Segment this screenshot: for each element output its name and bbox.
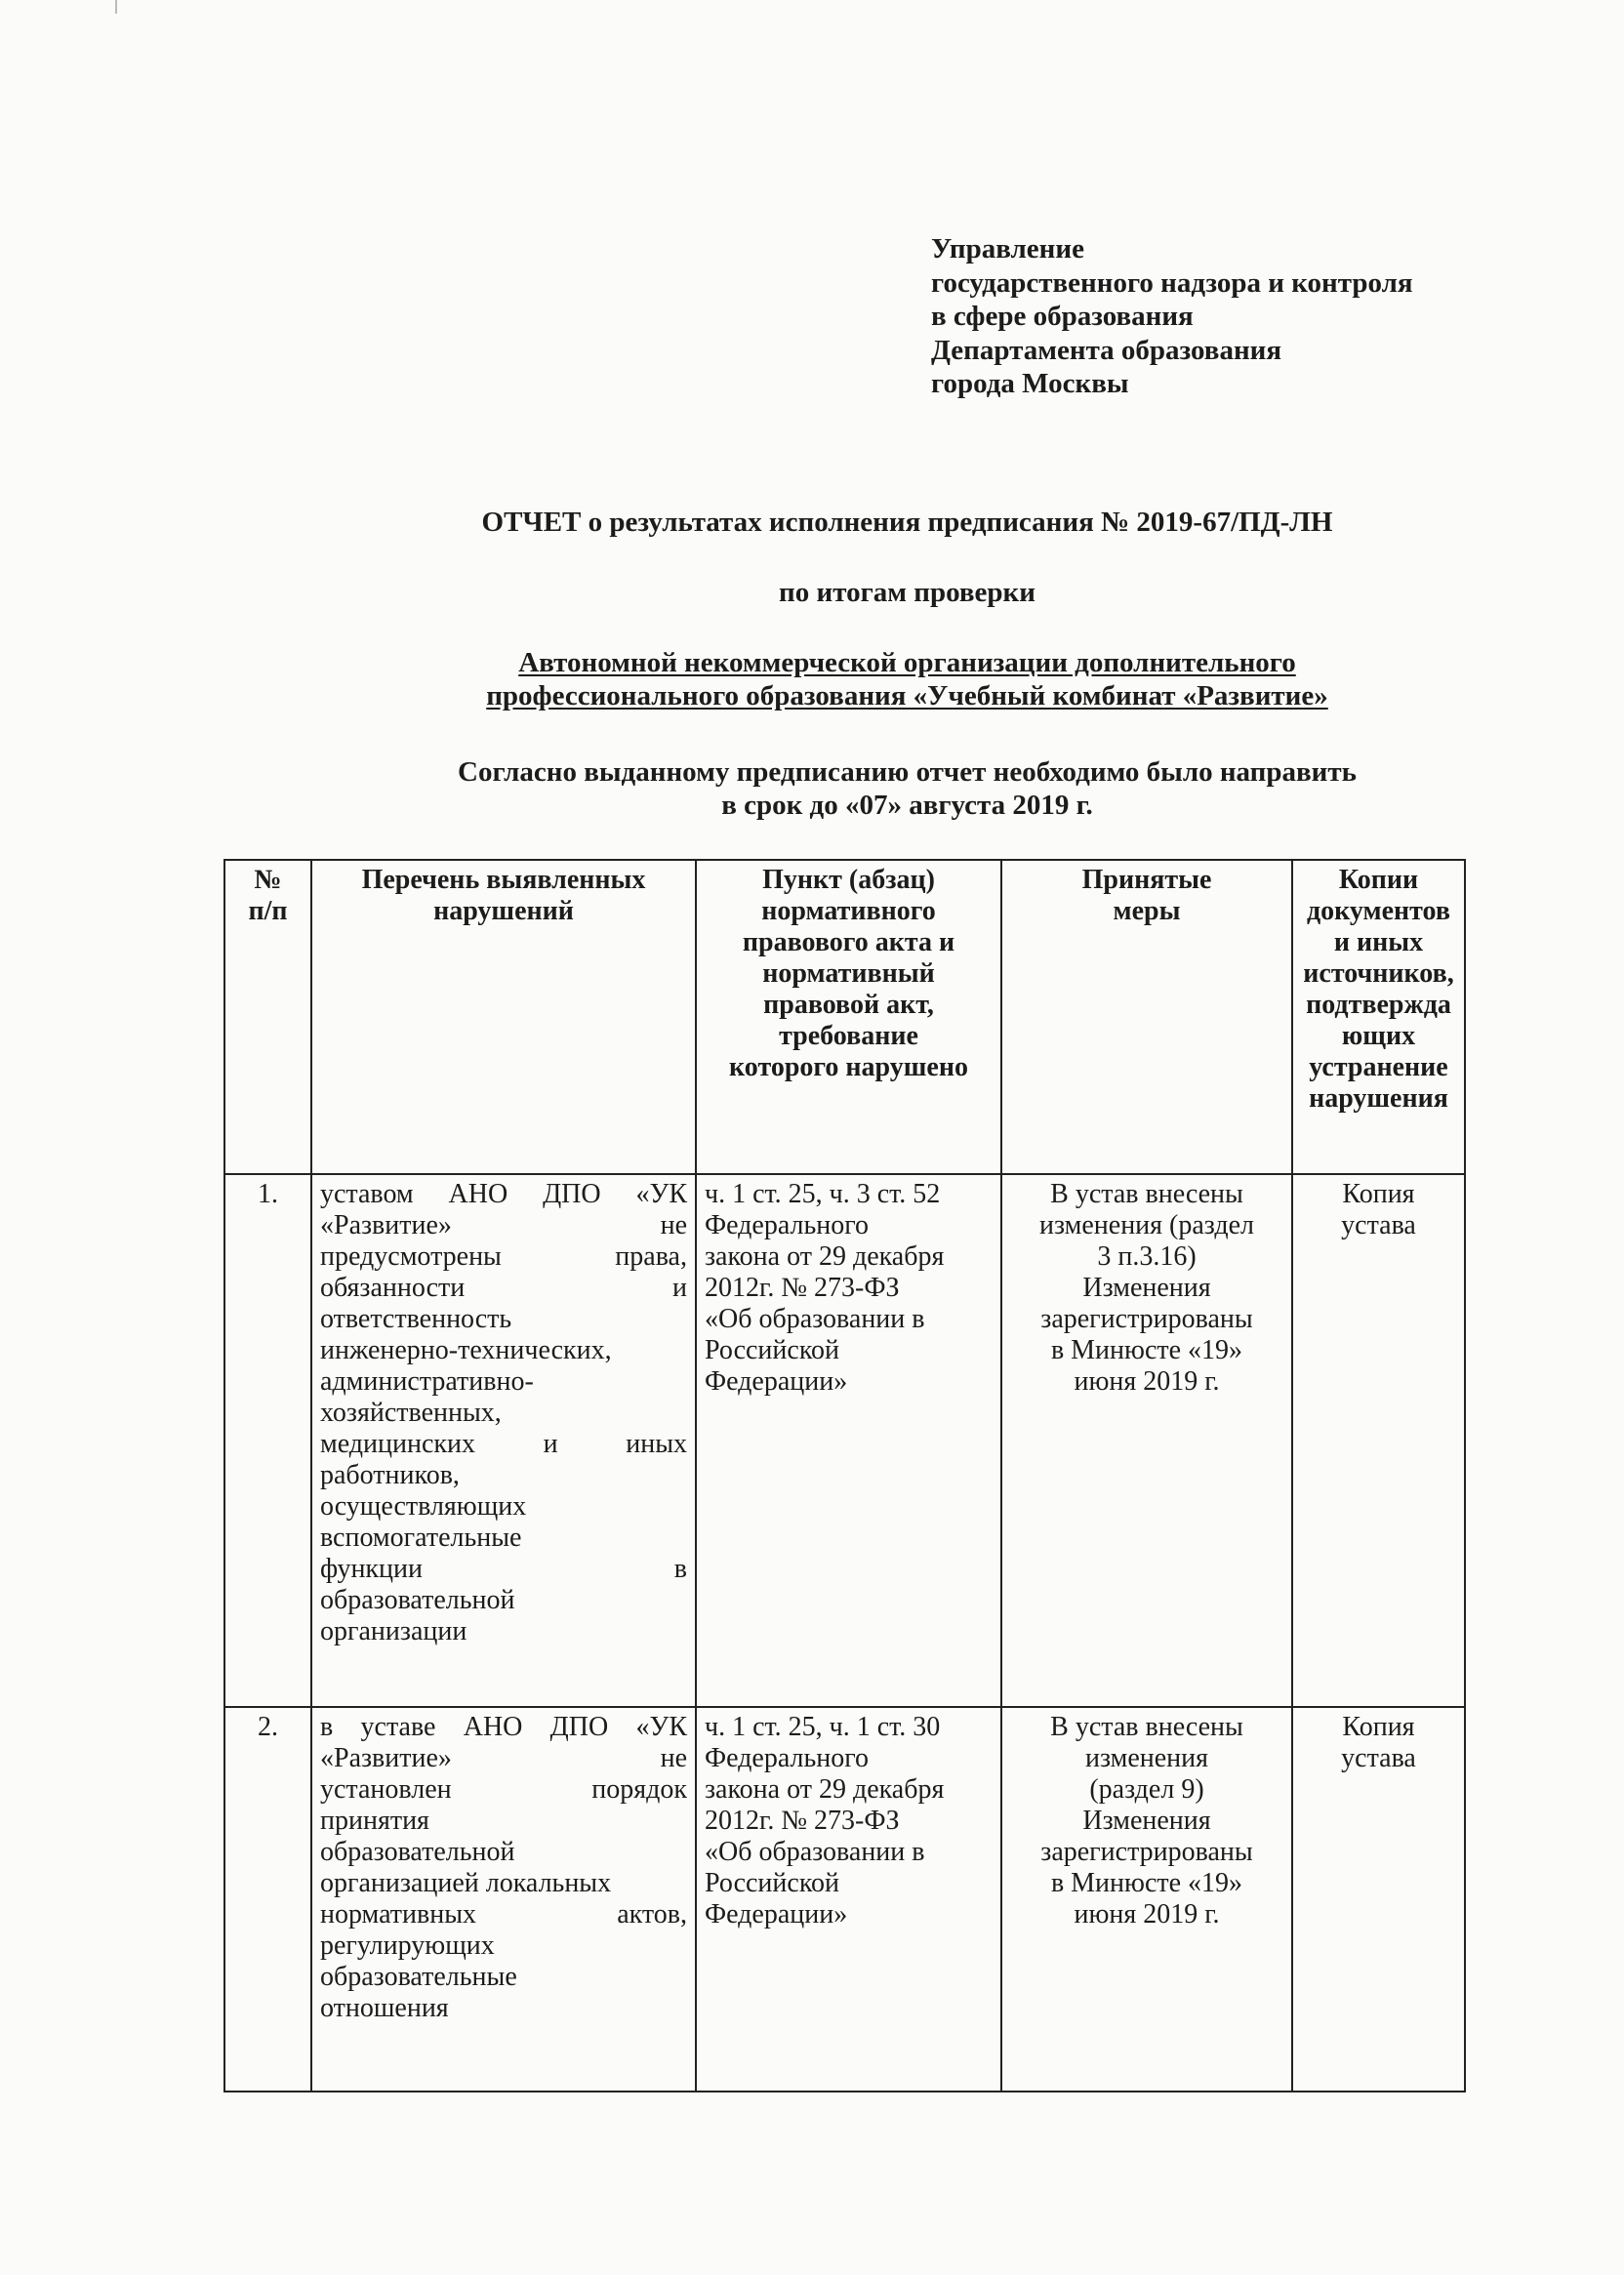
header-text: нарушений — [433, 896, 574, 926]
cell-text: Копия — [1342, 1712, 1415, 1742]
header-measures — [1001, 860, 1292, 1174]
cell-text: 2012г. № 273-ФЗ — [705, 1273, 900, 1303]
table-row — [224, 1174, 1465, 1707]
cell-text: образовательные — [320, 1962, 517, 1992]
header-text: которого нарушено — [729, 1052, 968, 1082]
measures-cell — [1001, 1174, 1292, 1707]
cell-text: образовательной — [320, 1585, 515, 1615]
cell-text: Федерации» — [705, 1366, 848, 1397]
header-violations — [311, 860, 696, 1174]
cell-text: в Минюсте «19» — [1050, 1868, 1243, 1898]
cell-line — [320, 1712, 687, 1743]
cell-text: образовательной — [320, 1837, 515, 1867]
header-text: подтвержда — [1306, 990, 1451, 1020]
cell-text: осуществляющих — [320, 1491, 527, 1522]
cell-text: Изменения — [1082, 1273, 1211, 1303]
copies-cell — [1292, 1707, 1465, 2092]
cell-text: устава — [1341, 1743, 1416, 1773]
legal-clause-cell — [696, 1174, 1001, 1707]
cell-text: изменения — [1084, 1743, 1209, 1773]
cell-text: закона от 29 декабря — [705, 1774, 945, 1805]
legal-clause-cell — [696, 1707, 1001, 2092]
header-copies — [1292, 860, 1465, 1174]
deadline-note — [0, 755, 1624, 822]
cell-word: «УК — [635, 1179, 687, 1209]
header-text: правовой акт, — [763, 990, 934, 1020]
table-row — [224, 1707, 1465, 2092]
cell-word: АНО — [448, 1179, 508, 1209]
cell-text: (раздел 9) — [1089, 1774, 1204, 1805]
cell-word: «Развитие» — [320, 1743, 452, 1773]
header-text: п/п — [248, 896, 288, 926]
cell-text: Российской — [705, 1335, 839, 1365]
cell-word: АНО — [463, 1712, 523, 1742]
cell-text: отношения — [320, 1993, 449, 2023]
cell-text: Федерального — [705, 1743, 870, 1773]
copies-cell — [1292, 1174, 1465, 1707]
table-header-row — [224, 860, 1465, 1174]
cell-text: закона от 29 декабря — [705, 1241, 945, 1272]
cell-text: изменения (раздел — [1038, 1210, 1254, 1240]
header-text: № — [254, 865, 282, 895]
header-text: Перечень выявленных — [361, 865, 646, 895]
cell-word: функции — [320, 1554, 423, 1584]
measures-cell — [1001, 1707, 1292, 2092]
header-text: требование — [779, 1021, 918, 1051]
cell-text: административно- — [320, 1366, 534, 1397]
cell-line — [320, 1554, 687, 1585]
cell-text: июня 2019 г. — [1074, 1366, 1220, 1397]
header-text: Копии — [1338, 865, 1419, 895]
cell-text: июня 2019 г. — [1074, 1899, 1220, 1930]
deadline-line: Согласно выданному предписанию отчет необходимо было направить — [458, 756, 1357, 788]
row-number: 2. — [224, 1707, 311, 2092]
cell-text: организации — [320, 1616, 467, 1646]
cell-word: и — [543, 1429, 558, 1459]
cell-word: «УК — [635, 1712, 687, 1742]
addressee-line: в сфере образования — [931, 301, 1194, 332]
cell-text: ответственность — [320, 1304, 512, 1334]
cell-word: не — [660, 1210, 687, 1240]
header-text: нормативный — [762, 958, 935, 989]
cell-text: ч. 1 ст. 25, ч. 3 ст. 52 — [705, 1179, 941, 1209]
cell-word: «Развитие» — [320, 1210, 452, 1240]
addressee-line: Управление — [931, 233, 1084, 264]
cell-text: в Минюсте «19» — [1050, 1335, 1243, 1365]
header-text: меры — [1113, 896, 1181, 926]
cell-line — [320, 1743, 687, 1774]
header-text: документов — [1307, 896, 1450, 926]
header-legal-clause — [696, 860, 1001, 1174]
cell-word: актов, — [617, 1899, 687, 1930]
cell-text: организацией локальных — [320, 1868, 612, 1898]
deadline-line: в срок до «07» августа 2019 г. — [721, 790, 1093, 821]
organization-line: Автономной некоммерческой организации дополнительного — [518, 647, 1296, 678]
cell-word: не — [660, 1743, 687, 1773]
cell-text: Федерального — [705, 1210, 870, 1240]
cell-text: Российской — [705, 1868, 839, 1898]
report-subtitle: по итогам проверки — [779, 577, 1035, 608]
cell-word: уставе — [360, 1712, 436, 1742]
cell-text: Федерации» — [705, 1899, 848, 1930]
header-number — [224, 860, 311, 1174]
cell-text: В устав внесены — [1050, 1712, 1243, 1742]
organization-name — [0, 646, 1624, 712]
violation-cell — [311, 1174, 696, 1707]
cell-text: Копия — [1342, 1179, 1415, 1209]
cell-word: в — [320, 1712, 334, 1742]
cell-text: вспомогательные — [320, 1523, 522, 1553]
cell-word: обязанности — [320, 1273, 466, 1303]
cell-text: «Об образовании в — [705, 1304, 925, 1334]
cell-text: 2012г. № 273-ФЗ — [705, 1806, 900, 1836]
row-number: 1. — [224, 1174, 311, 1707]
cell-line — [320, 1899, 687, 1930]
cell-line — [320, 1429, 687, 1460]
addressee-block — [931, 232, 1413, 401]
cell-text: хозяйственных, — [320, 1398, 502, 1428]
addressee-line: государственного надзора и контроля — [931, 266, 1413, 299]
cell-text: инженерно-технических, — [320, 1335, 612, 1365]
cell-line — [320, 1210, 687, 1241]
header-text: источников, — [1303, 958, 1454, 989]
header-text: нормативного — [761, 896, 936, 926]
report-title: ОТЧЕТ о результатах исполнения предписания № 2019-67/ПД-ЛН — [481, 507, 1333, 538]
cell-word: иных — [626, 1429, 687, 1459]
cell-line — [320, 1774, 687, 1806]
header-text: ющих — [1341, 1021, 1416, 1051]
cell-word: ДПО — [549, 1712, 609, 1742]
cell-text: Изменения — [1082, 1806, 1211, 1836]
cell-text: 3 п.3.16) — [1097, 1241, 1197, 1272]
cell-word: установлен — [320, 1774, 452, 1805]
cell-text: регулирующих — [320, 1930, 495, 1961]
cell-word: права, — [615, 1241, 687, 1272]
header-text: Пункт (абзац) — [762, 865, 935, 895]
header-text: нарушения — [1309, 1083, 1448, 1114]
header-text: Принятые — [1081, 865, 1212, 895]
page-edge-mark — [115, 0, 117, 14]
cell-line — [320, 1241, 687, 1273]
addressee-line: города Москвы — [931, 368, 1129, 399]
header-text: правового акта и — [742, 927, 955, 957]
cell-word: в — [673, 1554, 687, 1584]
cell-word: медицинских — [320, 1429, 475, 1459]
cell-text: работников, — [320, 1460, 460, 1490]
organization-line: профессионального образования «Учебный комбинат «Развитие» — [486, 680, 1328, 711]
violations-table — [223, 859, 1466, 2092]
cell-word: порядок — [591, 1774, 687, 1805]
cell-word: предусмотрены — [320, 1241, 502, 1272]
cell-line — [320, 1179, 687, 1210]
cell-word: ДПО — [543, 1179, 601, 1209]
cell-word: уставом — [320, 1179, 414, 1209]
header-text: устранение — [1309, 1052, 1448, 1082]
cell-word: нормативных — [320, 1899, 477, 1930]
addressee-line: Департамента образования — [931, 334, 1282, 366]
header-text: и иных — [1333, 927, 1424, 957]
cell-text: В устав внесены — [1050, 1179, 1243, 1209]
cell-word: и — [672, 1273, 687, 1303]
cell-text: зарегистрированы — [1040, 1304, 1253, 1334]
cell-text: ч. 1 ст. 25, ч. 1 ст. 30 — [705, 1712, 941, 1742]
cell-line — [320, 1273, 687, 1304]
cell-text: зарегистрированы — [1040, 1837, 1253, 1867]
cell-text: устава — [1341, 1210, 1416, 1240]
cell-text: принятия — [320, 1806, 429, 1836]
cell-text: «Об образовании в — [705, 1837, 925, 1867]
violation-cell — [311, 1707, 696, 2092]
